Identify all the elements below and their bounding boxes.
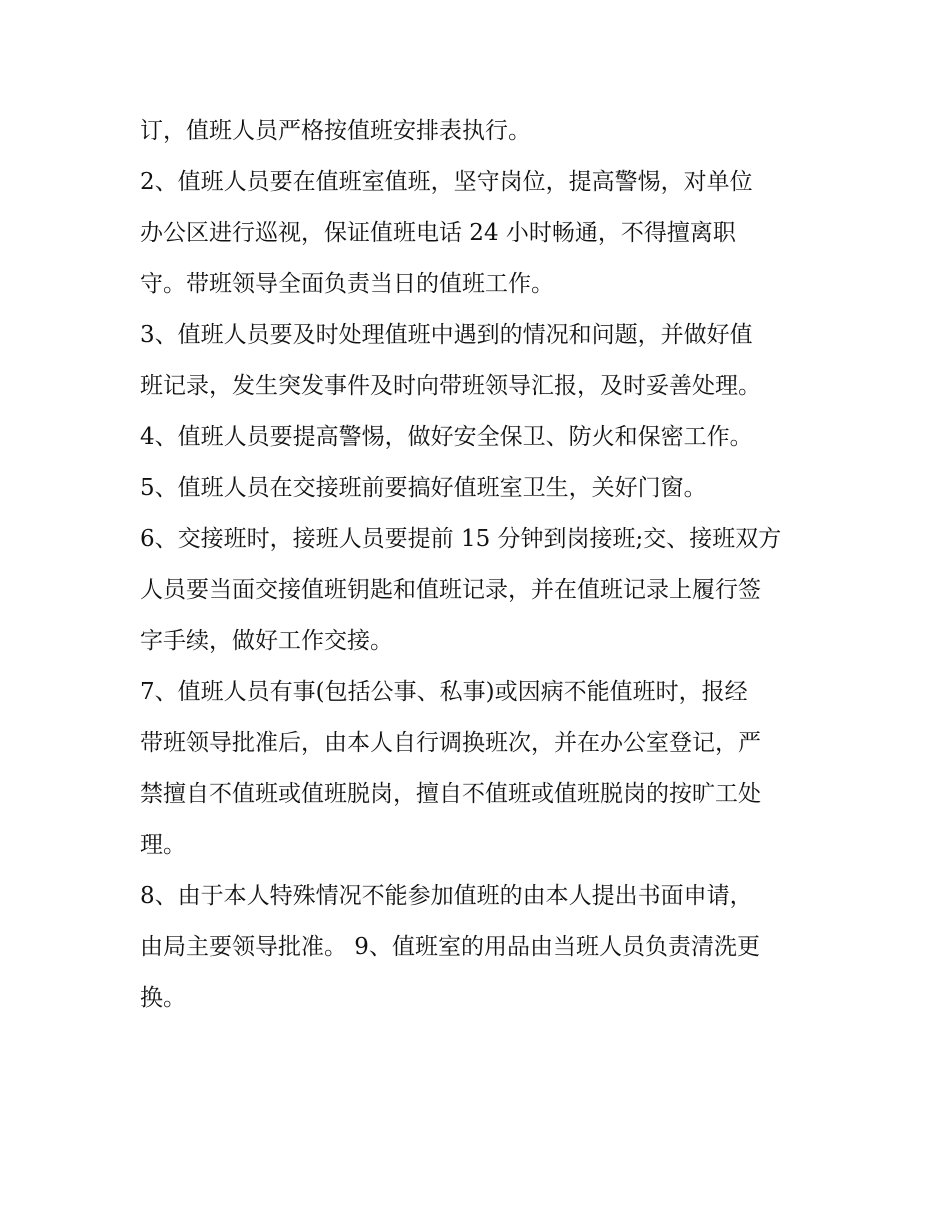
text-line: 守。带班领导全面负责当日的值班工作。 xyxy=(140,271,554,297)
text-line: 3、值班人员要及时处理值班中遇到的情况和问题，并做好值 xyxy=(140,322,753,348)
text-line: 带班领导批准后，由本人自行调换班次，并在办公室登记，严 xyxy=(140,730,761,756)
text-line: 订，值班人员严格按值班安排表执行。 xyxy=(140,118,531,144)
text-line: 2、值班人员要在值班室值班，坚守岗位，提高警惕，对单位 xyxy=(140,169,753,195)
text-line: 办公区进行巡视，保证值班电话 24 小时畅通，不得擅离职 xyxy=(140,220,736,246)
text-line: 7、值班人员有事(包括公事、私事)或因病不能值班时，报经 xyxy=(140,679,748,705)
document-body xyxy=(140,106,820,1024)
text-line: 5、值班人员在交接班前要搞好值班室卫生，关好门窗。 xyxy=(140,475,707,501)
text-line: 人员要当面交接值班钥匙和值班记录，并在值班记录上履行签 xyxy=(140,577,761,603)
text-line: 4、值班人员要提高警惕，做好安全保卫、防火和保密工作。 xyxy=(140,424,753,450)
text-line: 由局主要领导批准。 9、值班室的用品由当班人员负责清洗更 xyxy=(140,934,760,960)
text-line: 理。 xyxy=(140,832,186,858)
text-line: 6、交接班时，接班人员要提前 15 分钟到岗接班;交、接班双方 xyxy=(140,526,782,552)
text-line: 8、由于本人特殊情况不能参加值班的由本人提出书面申请， xyxy=(140,883,753,909)
text-line: 禁擅自不值班或值班脱岗，擅自不值班或值班脱岗的按旷工处 xyxy=(140,781,761,807)
text-line: 班记录，发生突发事件及时向带班领导汇报，及时妥善处理。 xyxy=(140,373,761,399)
text-line: 字手续，做好工作交接。 xyxy=(140,628,393,654)
text-line: 换。 xyxy=(140,985,186,1011)
